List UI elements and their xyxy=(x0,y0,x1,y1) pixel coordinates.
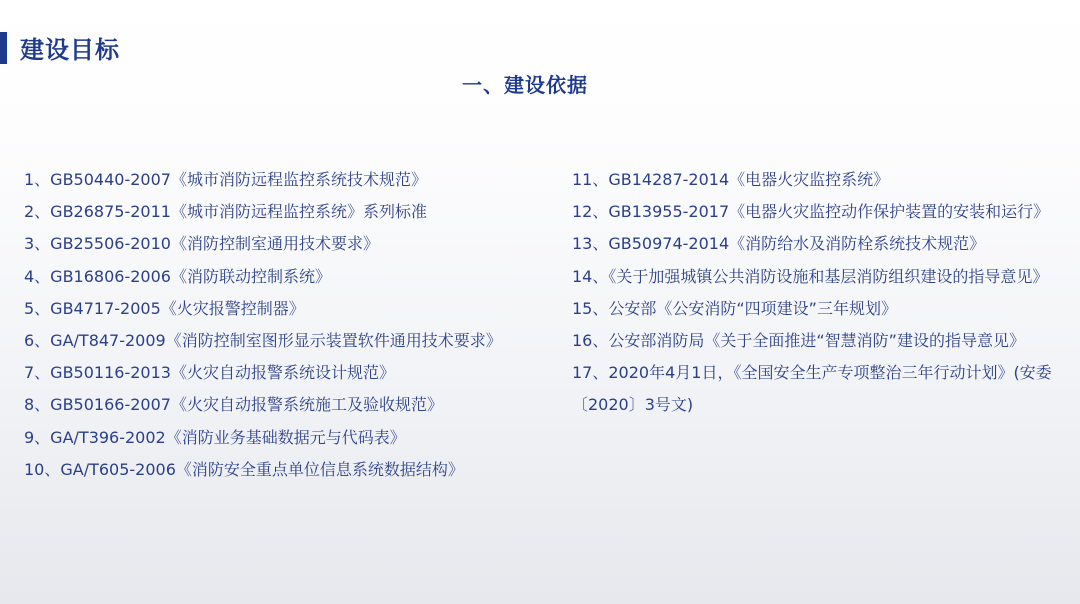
list-item: 15、公安部《公安消防“四项建设”三年规划》 xyxy=(572,298,897,318)
list-item: 6、GA/T847-2009《消防控制室图形显示装置软件通用技术要求》 xyxy=(24,331,502,351)
list-item: 17、2020年4月1日，《全国安全生产专项整治三年行动计划》(安委〔2020〕3号文) xyxy=(572,363,1052,415)
list-item: 7、GB50116-2013《火灾自动报警系统设计规范》 xyxy=(24,363,395,383)
list-item: 3、GB25506-2010《消防控制室通用技术要求》 xyxy=(24,234,379,254)
list-item: 13、GB50974-2014《消防给水及消防栓系统技术规范》 xyxy=(572,234,986,254)
list-item: 12、GB13955-2017《电器火灾监控动作保护装置的安装和运行》 xyxy=(572,202,1050,222)
list-item: 14、《关于加强城镇公共消防设施和基层消防组织建设的指导意见》 xyxy=(572,266,1049,286)
list-item: 11、GB14287-2014《电器火灾监控系统》 xyxy=(572,170,890,189)
list-item: 4、GB16806-2006《消防联动控制系统》 xyxy=(24,266,331,286)
list-item: 1、GB50440-2007《城市消防远程监控系统技术规范》 xyxy=(24,170,427,189)
list-item: 5、GB4717-2005《火灾报警控制器》 xyxy=(24,298,305,318)
list-item: 9、GA/T396-2002《消防业务基础数据元与代码表》 xyxy=(24,427,406,447)
list-item: 8、GB50166-2007《火灾自动报警系统施工及验收规范》 xyxy=(24,395,443,415)
slide-title: 建设目标 xyxy=(20,36,120,64)
list-item: 16、公安部消防局《关于全面推进“智慧消防”建设的指导意见》 xyxy=(572,331,1025,351)
standards-list-left xyxy=(24,164,564,486)
list-item: 10、GA/T605-2006《消防安全重点单位信息系统数据结构》 xyxy=(24,459,464,479)
standards-list-right xyxy=(572,164,1062,422)
section-title: 一、建设依据 xyxy=(462,73,588,97)
title-accent-bar xyxy=(0,32,7,64)
list-item: 2、GB26875-2011《城市消防远程监控系统》系列标准 xyxy=(24,202,427,222)
